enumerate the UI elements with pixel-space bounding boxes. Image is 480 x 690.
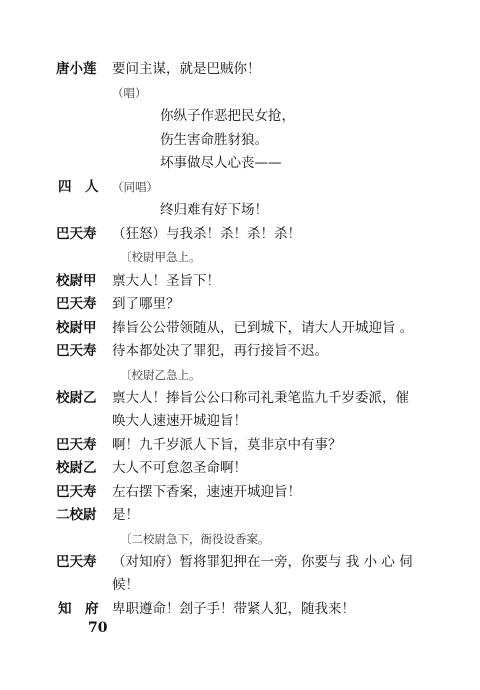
dialogue-line: （对知府）暂将罪犯押在一旁，你要与 我 小 心 伺 (112, 554, 413, 570)
speaker-label: 校尉甲 (56, 320, 97, 336)
speaker-label: 四 人 (58, 179, 99, 195)
dialogue-line: 禀大人！圣旨下！ (112, 273, 220, 289)
stage-direction: （同唱） (112, 180, 158, 194)
dialogue-line: 唤大人速速开城迎旨！ (112, 413, 247, 429)
stage-direction: （唱） (112, 86, 147, 100)
dialogue-line: 到了哪里？ (112, 296, 180, 312)
dialogue-line: （狂怒）与我杀！杀！杀！杀！ (112, 226, 301, 242)
speaker-label: 巴天寿 (56, 437, 97, 453)
stage-direction: 〔校尉甲急上。 (120, 250, 201, 264)
speaker-label: 巴天寿 (56, 226, 97, 242)
speaker-label: 巴天寿 (56, 296, 97, 312)
speaker-label: 巴天寿 (56, 554, 97, 570)
dialogue-line: 卑职遵命！刽子手！带紧人犯，随我来！ (112, 601, 355, 617)
verse-line: 终归难有好下场！ (160, 202, 268, 218)
dialogue-line: 要问主谋，就是巴贼你！ (112, 61, 261, 77)
dialogue-line: 左右摆下香案，速速开城迎旨！ (112, 484, 301, 500)
speaker-label: 知 府 (58, 601, 99, 617)
speaker-label: 校尉乙 (56, 390, 97, 406)
verse-line: 伤生害命胜豺狼。 (160, 132, 268, 148)
speaker-label: 唐小莲 (56, 61, 97, 77)
speaker-label: 巴天寿 (56, 343, 97, 359)
page-number: 70 (88, 620, 108, 636)
stage-direction: 〔二校尉急下，衙役设香案。 (120, 532, 270, 546)
verse-line: 坏事做尽人心丧—— (160, 155, 282, 171)
dialogue-line: 是！ (112, 507, 139, 523)
verse-line: 你纵子作恶把民女抢， (160, 108, 295, 124)
dialogue-line: 待本都处决了罪犯，再行接旨不迟。 (112, 343, 328, 359)
dialogue-line: 禀大人！捧旨公公口称司礼秉笔监九千岁委派，催 (112, 390, 409, 406)
stage-direction: 〔校尉乙急上。 (120, 368, 201, 382)
dialogue-line: 大人不可怠忽圣命啊！ (112, 460, 247, 476)
speaker-label: 二校尉 (56, 507, 97, 523)
speaker-label: 校尉甲 (56, 273, 97, 289)
speaker-label: 巴天寿 (56, 484, 97, 500)
speaker-label: 校尉乙 (56, 460, 97, 476)
dialogue-line: 捧旨公公带领随从，已到城下，请大人开城迎旨 。 (112, 320, 414, 336)
dialogue-line: 候！ (112, 577, 139, 593)
dialogue-line: 啊！九千岁派人下旨，莫非京中有事？ (112, 437, 342, 453)
